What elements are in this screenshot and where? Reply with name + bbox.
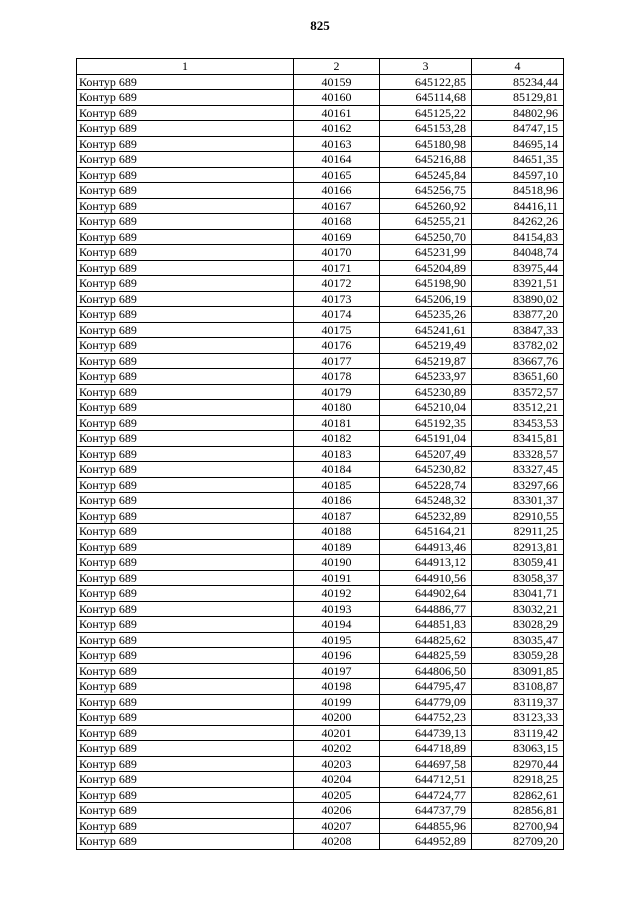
table-row (77, 183, 564, 199)
point-number-cell: 40181 (294, 415, 380, 431)
x-coordinate-cell: 645206,19 (380, 291, 472, 307)
x-coordinate-cell: 645231,99 (380, 245, 472, 261)
table-row (77, 260, 564, 276)
contour-name-cell: Контур 689 (77, 276, 294, 292)
contour-name-cell: Контур 689 (77, 431, 294, 447)
table-row (77, 369, 564, 385)
y-coordinate-cell: 83453,53 (472, 415, 564, 431)
table-row (77, 663, 564, 679)
x-coordinate-cell: 645256,75 (380, 183, 472, 199)
y-coordinate-cell: 82700,94 (472, 818, 564, 834)
column-header-2: 2 (294, 59, 380, 75)
y-coordinate-cell: 84154,83 (472, 229, 564, 245)
table-row (77, 725, 564, 741)
contour-name-cell: Контур 689 (77, 369, 294, 385)
point-number-cell: 40205 (294, 787, 380, 803)
x-coordinate-cell: 645192,35 (380, 415, 472, 431)
y-coordinate-cell: 83119,37 (472, 694, 564, 710)
point-number-cell: 40177 (294, 353, 380, 369)
point-number-cell: 40164 (294, 152, 380, 168)
point-number-cell: 40179 (294, 384, 380, 400)
table-row (77, 245, 564, 261)
x-coordinate-cell: 644952,89 (380, 834, 472, 850)
y-coordinate-cell: 82918,25 (472, 772, 564, 788)
contour-name-cell: Контур 689 (77, 214, 294, 230)
y-coordinate-cell: 82970,44 (472, 756, 564, 772)
point-number-cell: 40202 (294, 741, 380, 757)
y-coordinate-cell: 83108,87 (472, 679, 564, 695)
column-header-3: 3 (380, 59, 472, 75)
x-coordinate-cell: 645180,98 (380, 136, 472, 152)
y-coordinate-cell: 83782,02 (472, 338, 564, 354)
x-coordinate-cell: 644913,12 (380, 555, 472, 571)
point-number-cell: 40160 (294, 90, 380, 106)
point-number-cell: 40166 (294, 183, 380, 199)
y-coordinate-cell: 83301,37 (472, 493, 564, 509)
table-row (77, 710, 564, 726)
table-row (77, 834, 564, 850)
x-coordinate-cell: 645228,74 (380, 477, 472, 493)
x-coordinate-cell: 645216,88 (380, 152, 472, 168)
page-number: 825 (310, 18, 330, 33)
contour-name-cell: Контур 689 (77, 803, 294, 819)
point-number-cell: 40198 (294, 679, 380, 695)
point-number-cell: 40170 (294, 245, 380, 261)
x-coordinate-cell: 645260,92 (380, 198, 472, 214)
point-number-cell: 40174 (294, 307, 380, 323)
y-coordinate-cell: 82856,81 (472, 803, 564, 819)
table-row (77, 617, 564, 633)
y-coordinate-cell: 83921,51 (472, 276, 564, 292)
contour-name-cell: Контур 689 (77, 818, 294, 834)
x-coordinate-cell: 644739,13 (380, 725, 472, 741)
y-coordinate-cell: 84747,15 (472, 121, 564, 137)
contour-name-cell: Контур 689 (77, 229, 294, 245)
contour-name-cell: Контур 689 (77, 167, 294, 183)
contour-name-cell: Контур 689 (77, 524, 294, 540)
y-coordinate-cell: 83035,47 (472, 632, 564, 648)
point-number-cell: 40196 (294, 648, 380, 664)
table-row (77, 400, 564, 416)
x-coordinate-cell: 644724,77 (380, 787, 472, 803)
table-row (77, 679, 564, 695)
table-row (77, 756, 564, 772)
contour-name-cell: Контур 689 (77, 400, 294, 416)
point-number-cell: 40208 (294, 834, 380, 850)
x-coordinate-cell: 645245,84 (380, 167, 472, 183)
point-number-cell: 40192 (294, 586, 380, 602)
column-header-4: 4 (472, 59, 564, 75)
y-coordinate-cell: 83572,57 (472, 384, 564, 400)
y-coordinate-cell: 84597,10 (472, 167, 564, 183)
table-row (77, 586, 564, 602)
contour-name-cell: Контур 689 (77, 152, 294, 168)
x-coordinate-cell: 644825,62 (380, 632, 472, 648)
table-row (77, 291, 564, 307)
y-coordinate-cell: 83297,66 (472, 477, 564, 493)
contour-name-cell: Контур 689 (77, 601, 294, 617)
point-number-cell: 40204 (294, 772, 380, 788)
x-coordinate-cell: 644886,77 (380, 601, 472, 617)
table-body (77, 74, 564, 849)
column-header-1: 1 (77, 59, 294, 75)
y-coordinate-cell: 83512,21 (472, 400, 564, 416)
table-row (77, 555, 564, 571)
table-row (77, 152, 564, 168)
contour-name-cell: Контур 689 (77, 338, 294, 354)
point-number-cell: 40173 (294, 291, 380, 307)
contour-name-cell: Контур 689 (77, 586, 294, 602)
x-coordinate-cell: 645207,49 (380, 446, 472, 462)
table-row (77, 338, 564, 354)
table-row (77, 524, 564, 540)
y-coordinate-cell: 84262,26 (472, 214, 564, 230)
table-row (77, 632, 564, 648)
point-number-cell: 40168 (294, 214, 380, 230)
point-number-cell: 40169 (294, 229, 380, 245)
contour-name-cell: Контур 689 (77, 322, 294, 338)
point-number-cell: 40182 (294, 431, 380, 447)
contour-name-cell: Контур 689 (77, 694, 294, 710)
point-number-cell: 40185 (294, 477, 380, 493)
x-coordinate-cell: 645125,22 (380, 105, 472, 121)
x-coordinate-cell: 644913,46 (380, 539, 472, 555)
x-coordinate-cell: 645204,89 (380, 260, 472, 276)
y-coordinate-cell: 83975,44 (472, 260, 564, 276)
y-coordinate-cell: 83091,85 (472, 663, 564, 679)
contour-name-cell: Контур 689 (77, 493, 294, 509)
point-number-cell: 40188 (294, 524, 380, 540)
y-coordinate-cell: 83667,76 (472, 353, 564, 369)
contour-name-cell: Контур 689 (77, 136, 294, 152)
point-number-cell: 40190 (294, 555, 380, 571)
point-number-cell: 40200 (294, 710, 380, 726)
contour-name-cell: Контур 689 (77, 446, 294, 462)
contour-name-cell: Контур 689 (77, 183, 294, 199)
x-coordinate-cell: 645232,89 (380, 508, 472, 524)
x-coordinate-cell: 644795,47 (380, 679, 472, 695)
x-coordinate-cell: 644752,23 (380, 710, 472, 726)
y-coordinate-cell: 85234,44 (472, 74, 564, 90)
point-number-cell: 40175 (294, 322, 380, 338)
point-number-cell: 40167 (294, 198, 380, 214)
y-coordinate-cell: 83123,33 (472, 710, 564, 726)
point-number-cell: 40186 (294, 493, 380, 509)
y-coordinate-cell: 83327,45 (472, 462, 564, 478)
point-number-cell: 40176 (294, 338, 380, 354)
x-coordinate-cell: 644855,96 (380, 818, 472, 834)
point-number-cell: 40194 (294, 617, 380, 633)
point-number-cell: 40193 (294, 601, 380, 617)
point-number-cell: 40187 (294, 508, 380, 524)
y-coordinate-cell: 84695,14 (472, 136, 564, 152)
x-coordinate-cell: 645122,85 (380, 74, 472, 90)
table-row (77, 198, 564, 214)
table-row (77, 508, 564, 524)
table-row (77, 136, 564, 152)
table-row (77, 307, 564, 323)
x-coordinate-cell: 645191,04 (380, 431, 472, 447)
contour-name-cell: Контур 689 (77, 260, 294, 276)
x-coordinate-cell: 644779,09 (380, 694, 472, 710)
table-row (77, 214, 564, 230)
table-row (77, 741, 564, 757)
x-coordinate-cell: 645248,32 (380, 493, 472, 509)
y-coordinate-cell: 84048,74 (472, 245, 564, 261)
table-row (77, 694, 564, 710)
point-number-cell: 40178 (294, 369, 380, 385)
contour-name-cell: Контур 689 (77, 90, 294, 106)
table-row (77, 229, 564, 245)
point-number-cell: 40184 (294, 462, 380, 478)
point-number-cell: 40201 (294, 725, 380, 741)
table-row (77, 431, 564, 447)
contour-name-cell: Контур 689 (77, 105, 294, 121)
x-coordinate-cell: 644851,83 (380, 617, 472, 633)
table-row (77, 539, 564, 555)
table-row (77, 787, 564, 803)
coordinates-table (76, 58, 564, 850)
point-number-cell: 40183 (294, 446, 380, 462)
x-coordinate-cell: 644718,89 (380, 741, 472, 757)
contour-name-cell: Контур 689 (77, 632, 294, 648)
y-coordinate-cell: 83847,33 (472, 322, 564, 338)
contour-name-cell: Контур 689 (77, 291, 294, 307)
x-coordinate-cell: 645114,68 (380, 90, 472, 106)
table-row (77, 570, 564, 586)
y-coordinate-cell: 83032,21 (472, 601, 564, 617)
point-number-cell: 40207 (294, 818, 380, 834)
y-coordinate-cell: 82913,81 (472, 539, 564, 555)
point-number-cell: 40189 (294, 539, 380, 555)
y-coordinate-cell: 84651,35 (472, 152, 564, 168)
table-row (77, 477, 564, 493)
y-coordinate-cell: 84802,96 (472, 105, 564, 121)
table-row (77, 276, 564, 292)
contour-name-cell: Контур 689 (77, 756, 294, 772)
table-row (77, 74, 564, 90)
x-coordinate-cell: 645250,70 (380, 229, 472, 245)
contour-name-cell: Контур 689 (77, 710, 294, 726)
contour-name-cell: Контур 689 (77, 663, 294, 679)
point-number-cell: 40162 (294, 121, 380, 137)
x-coordinate-cell: 644825,59 (380, 648, 472, 664)
table-row (77, 446, 564, 462)
contour-name-cell: Контур 689 (77, 415, 294, 431)
x-coordinate-cell: 645210,04 (380, 400, 472, 416)
contour-name-cell: Контур 689 (77, 198, 294, 214)
contour-name-cell: Контур 689 (77, 121, 294, 137)
contour-name-cell: Контур 689 (77, 570, 294, 586)
x-coordinate-cell: 645198,90 (380, 276, 472, 292)
point-number-cell: 40199 (294, 694, 380, 710)
x-coordinate-cell: 645230,89 (380, 384, 472, 400)
x-coordinate-cell: 644697,58 (380, 756, 472, 772)
y-coordinate-cell: 83651,60 (472, 369, 564, 385)
y-coordinate-cell: 83059,28 (472, 648, 564, 664)
contour-name-cell: Контур 689 (77, 555, 294, 571)
point-number-cell: 40171 (294, 260, 380, 276)
y-coordinate-cell: 82910,55 (472, 508, 564, 524)
x-coordinate-cell: 645164,21 (380, 524, 472, 540)
contour-name-cell: Контур 689 (77, 74, 294, 90)
table-row (77, 601, 564, 617)
x-coordinate-cell: 645219,87 (380, 353, 472, 369)
table-row (77, 384, 564, 400)
table-row (77, 818, 564, 834)
contour-name-cell: Контур 689 (77, 787, 294, 803)
y-coordinate-cell: 85129,81 (472, 90, 564, 106)
contour-name-cell: Контур 689 (77, 384, 294, 400)
point-number-cell: 40195 (294, 632, 380, 648)
contour-name-cell: Контур 689 (77, 725, 294, 741)
y-coordinate-cell: 84518,96 (472, 183, 564, 199)
table-row (77, 121, 564, 137)
x-coordinate-cell: 645255,21 (380, 214, 472, 230)
table-row (77, 90, 564, 106)
x-coordinate-cell: 644737,79 (380, 803, 472, 819)
point-number-cell: 40165 (294, 167, 380, 183)
x-coordinate-cell: 645219,49 (380, 338, 472, 354)
point-number-cell: 40191 (294, 570, 380, 586)
y-coordinate-cell: 83028,29 (472, 617, 564, 633)
table-header (77, 59, 564, 75)
table-row (77, 415, 564, 431)
point-number-cell: 40161 (294, 105, 380, 121)
contour-name-cell: Контур 689 (77, 772, 294, 788)
x-coordinate-cell: 644712,51 (380, 772, 472, 788)
y-coordinate-cell: 82911,25 (472, 524, 564, 540)
contour-name-cell: Контур 689 (77, 834, 294, 850)
table-row (77, 322, 564, 338)
x-coordinate-cell: 644806,50 (380, 663, 472, 679)
point-number-cell: 40172 (294, 276, 380, 292)
contour-name-cell: Контур 689 (77, 679, 294, 695)
contour-name-cell: Контур 689 (77, 508, 294, 524)
y-coordinate-cell: 83415,81 (472, 431, 564, 447)
y-coordinate-cell: 83328,57 (472, 446, 564, 462)
header-row (77, 59, 564, 75)
table-row (77, 803, 564, 819)
contour-name-cell: Контур 689 (77, 353, 294, 369)
x-coordinate-cell: 645230,82 (380, 462, 472, 478)
x-coordinate-cell: 645153,28 (380, 121, 472, 137)
contour-name-cell: Контур 689 (77, 477, 294, 493)
contour-name-cell: Контур 689 (77, 307, 294, 323)
table-row (77, 353, 564, 369)
contour-name-cell: Контур 689 (77, 462, 294, 478)
contour-name-cell: Контур 689 (77, 648, 294, 664)
contour-name-cell: Контур 689 (77, 741, 294, 757)
table-row (77, 493, 564, 509)
y-coordinate-cell: 84416,11 (472, 198, 564, 214)
point-number-cell: 40180 (294, 400, 380, 416)
contour-name-cell: Контур 689 (77, 617, 294, 633)
table-row (77, 648, 564, 664)
y-coordinate-cell: 82862,61 (472, 787, 564, 803)
y-coordinate-cell: 83877,20 (472, 307, 564, 323)
y-coordinate-cell: 83041,71 (472, 586, 564, 602)
x-coordinate-cell: 645235,26 (380, 307, 472, 323)
y-coordinate-cell: 82709,20 (472, 834, 564, 850)
x-coordinate-cell: 645233,97 (380, 369, 472, 385)
contour-name-cell: Контур 689 (77, 539, 294, 555)
y-coordinate-cell: 83058,37 (472, 570, 564, 586)
y-coordinate-cell: 83059,41 (472, 555, 564, 571)
x-coordinate-cell: 644910,56 (380, 570, 472, 586)
x-coordinate-cell: 644902,64 (380, 586, 472, 602)
point-number-cell: 40197 (294, 663, 380, 679)
point-number-cell: 40159 (294, 74, 380, 90)
table-row (77, 167, 564, 183)
point-number-cell: 40163 (294, 136, 380, 152)
point-number-cell: 40203 (294, 756, 380, 772)
table-row (77, 105, 564, 121)
y-coordinate-cell: 83119,42 (472, 725, 564, 741)
y-coordinate-cell: 83063,15 (472, 741, 564, 757)
contour-name-cell: Контур 689 (77, 245, 294, 261)
table-row (77, 462, 564, 478)
point-number-cell: 40206 (294, 803, 380, 819)
x-coordinate-cell: 645241,61 (380, 322, 472, 338)
y-coordinate-cell: 83890,02 (472, 291, 564, 307)
table-row (77, 772, 564, 788)
